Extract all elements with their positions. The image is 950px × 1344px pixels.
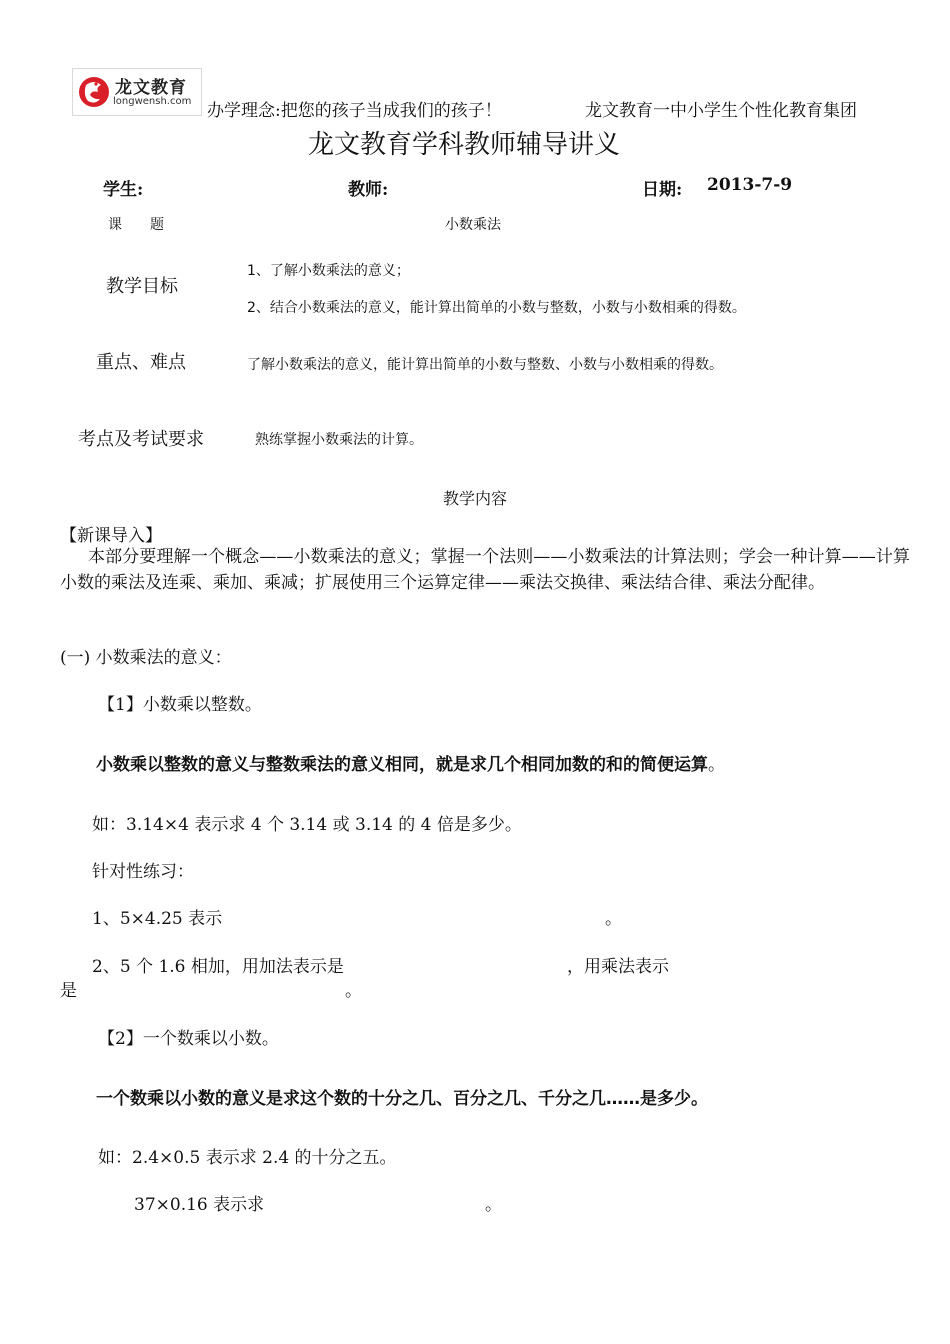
part1-title: 【1】小数乘以整数。 bbox=[98, 695, 262, 715]
practice-title: 针对性练习： bbox=[92, 862, 194, 882]
part1-rule-end: 。 bbox=[708, 755, 725, 775]
content-heading: 教学内容 bbox=[443, 489, 508, 508]
logo-brand: 龙文教育 bbox=[115, 78, 187, 98]
dragon-logo-icon bbox=[77, 73, 111, 111]
group-name: 龙文教育一中小学生个性化教育集团 bbox=[585, 101, 857, 121]
part2-title: 【2】一个数乘以小数。 bbox=[98, 1029, 279, 1049]
section-heading: (一) 小数乘法的意义： bbox=[60, 648, 232, 668]
practice-2: 2、5 个 1.6 相加，用加法表示是 bbox=[92, 957, 344, 977]
goal-item-2: 2、结合小数乘法的意义，能计算出简单的小数与整数，小数与小数相乘的得数。 bbox=[247, 300, 746, 316]
key-value: 了解小数乘法的意义，能计算出简单的小数与整数、小数与小数相乘的得数。 bbox=[247, 357, 723, 373]
practice-2-end: 。 bbox=[345, 981, 362, 1001]
date-label: 日期: bbox=[642, 180, 683, 200]
goals-label: 教学目标 bbox=[106, 276, 178, 297]
part1-rule bbox=[96, 750, 725, 775]
part2-rule: 一个数乘以小数的意义是求这个数的十分之几、百分之几、千分之几……是多少。 bbox=[96, 1089, 708, 1109]
part2-exercise-end: 。 bbox=[485, 1195, 502, 1215]
key-label: 重点、难点 bbox=[96, 352, 186, 373]
goal-item-1: 1、了解小数乘法的意义； bbox=[247, 263, 410, 279]
intro-title: 【新课导入】 bbox=[60, 526, 162, 546]
exam-value: 熟练掌握小数乘法的计算。 bbox=[255, 432, 423, 448]
exam-label: 考点及考试要求 bbox=[78, 429, 204, 450]
topic-label: 课 题 bbox=[108, 217, 164, 233]
practice-1-end: 。 bbox=[605, 909, 622, 929]
school-motto: 办学理念:把您的孩子当成我们的孩子！ bbox=[207, 101, 502, 121]
part2-example: 如：2.4×0.5 表示求 2.4 的十分之五。 bbox=[98, 1148, 397, 1168]
teacher-label: 教师: bbox=[348, 180, 389, 200]
logo-url: longwensh.com bbox=[113, 96, 192, 107]
document-title: 龙文教育学科教师辅导讲义 bbox=[308, 130, 621, 160]
student-label: 学生: bbox=[103, 180, 144, 200]
date-value: 2013-7-9 bbox=[707, 175, 793, 195]
practice-2-cont: 是 bbox=[60, 981, 77, 1001]
part1-example: 如：3.14×4 表示求 4 个 3.14 或 3.14 的 4 倍是多少。 bbox=[92, 815, 522, 835]
part1-rule-text: 小数乘以整数的意义与整数乘法的意义相同，就是求几个相同加数的和的简便运算 bbox=[96, 755, 708, 775]
topic-value: 小数乘法 bbox=[445, 217, 501, 233]
part2-exercise: 37×0.16 表示求 bbox=[134, 1195, 265, 1215]
intro-paragraph: 本部分要理解一个概念——小数乘法的意义；掌握一个法则——小数乘法的计算法则；学会一种计算——计算小数的乘法及连乘、乘加、乘减；扩展使用三个运算定律——乘法交换律、乘法结合律、乘法分配律。 bbox=[60, 547, 910, 593]
practice-1: 1、5×4.25 表示 bbox=[92, 909, 223, 929]
practice-2-mid: ，用乘法表示 bbox=[567, 957, 669, 977]
logo bbox=[72, 68, 202, 116]
